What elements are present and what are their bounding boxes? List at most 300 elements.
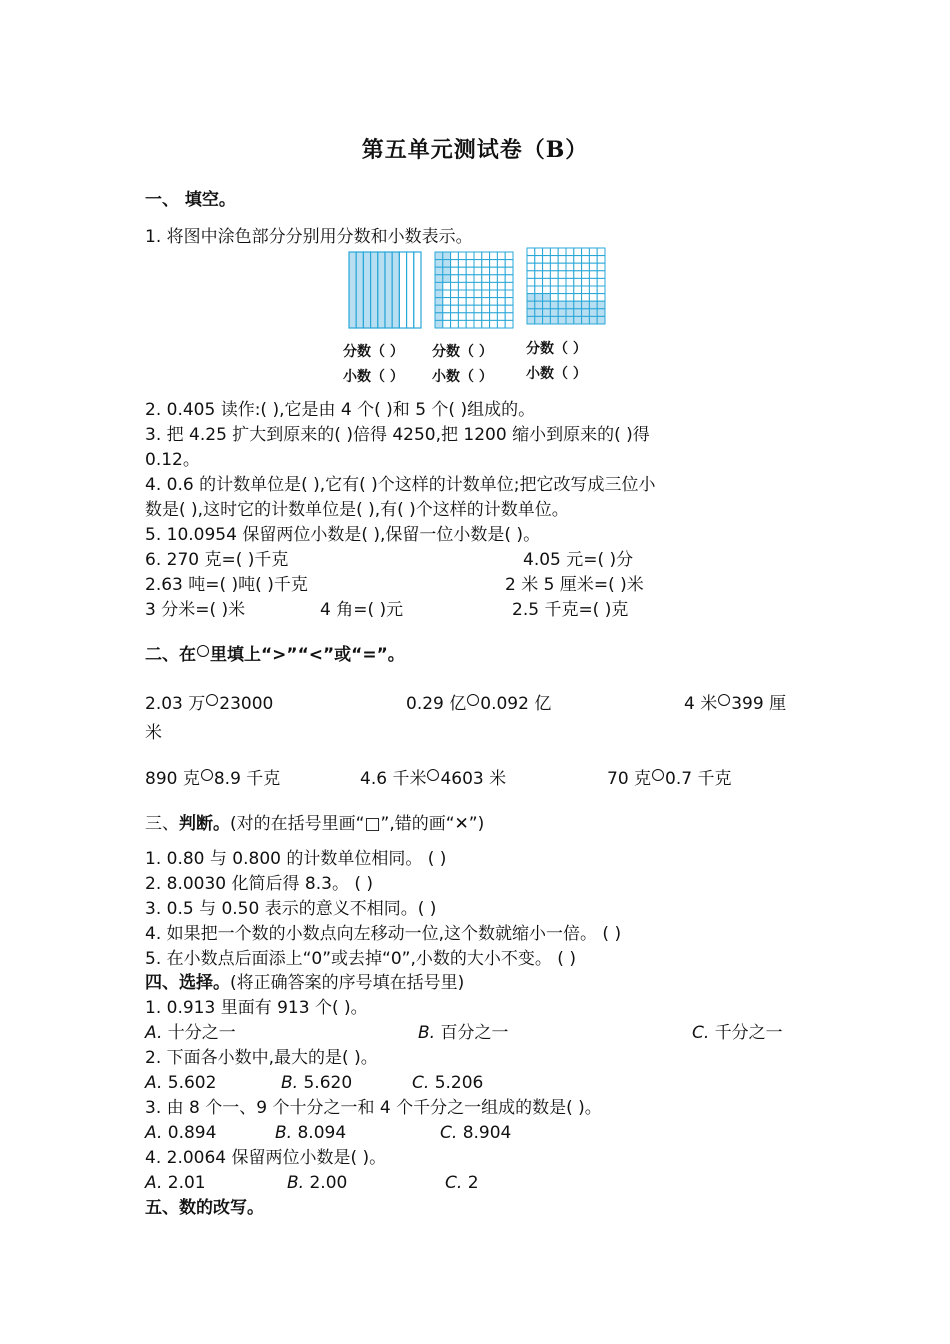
grid-cell — [574, 271, 582, 279]
grid-cell — [597, 301, 605, 309]
grid-cell — [582, 271, 590, 279]
grid-cell — [589, 301, 597, 309]
grid-cell — [597, 278, 605, 286]
option-letter: B. — [287, 1173, 305, 1193]
option-letter: A. — [145, 1173, 163, 1193]
choice-option — [145, 1121, 216, 1145]
compare-item — [145, 767, 280, 791]
page-title: 第五单元测试卷（B） — [361, 137, 589, 163]
grid-cell — [566, 256, 574, 264]
option-text: 8.094 — [297, 1123, 347, 1143]
section-2-heading — [145, 643, 405, 667]
section-3-instruction: (对的在括号里画“ — [230, 814, 365, 834]
grid-cell — [490, 282, 498, 290]
q6-item-2: 4.05 元=( )分 — [523, 550, 634, 570]
grid-cell — [535, 294, 543, 302]
grid-cell — [589, 271, 597, 279]
grid-cell — [490, 305, 498, 313]
grid-cell — [490, 275, 498, 283]
grid-cell — [597, 286, 605, 294]
grid-cell — [490, 298, 498, 306]
grid-cell — [566, 316, 574, 324]
grid-cell — [550, 286, 558, 294]
grid-cell — [474, 298, 482, 306]
grid-cell — [535, 256, 543, 264]
grid-cell — [582, 263, 590, 271]
grid-cell — [505, 267, 513, 275]
grid-cell — [527, 309, 535, 317]
choice-option — [287, 1171, 347, 1195]
grid-cell — [443, 267, 451, 275]
grid-cell — [535, 286, 543, 294]
option-letter: C. — [692, 1023, 710, 1043]
grid-cell — [482, 290, 490, 298]
grid-cell — [527, 278, 535, 286]
compare-right: 8.9 千克 — [213, 769, 281, 789]
section-3-title: 判断。 — [179, 814, 230, 834]
section-4-instruction: (将正确答案的序号填在括号里) — [230, 973, 465, 993]
compare-right: 23000 — [219, 694, 274, 714]
grid-cell — [597, 248, 605, 256]
grid-cell — [589, 286, 597, 294]
option-letter: C. — [412, 1073, 430, 1093]
grid-cell — [435, 260, 443, 268]
grid-cell — [482, 267, 490, 275]
choice-option — [412, 1071, 483, 1095]
option-text: 2.01 — [167, 1173, 206, 1193]
grid-cell — [474, 260, 482, 268]
choice-option — [145, 1171, 206, 1195]
choice-option — [145, 1071, 216, 1095]
compare-left: 70 克 — [607, 769, 652, 789]
grid-cell — [574, 309, 582, 317]
grid-cell — [458, 313, 466, 321]
grid-cell — [443, 290, 451, 298]
grid-cell — [550, 309, 558, 317]
grid-cell — [466, 275, 474, 283]
grid-cell — [558, 263, 566, 271]
grid-cell — [597, 263, 605, 271]
choice-option — [445, 1171, 479, 1195]
grid-cell — [490, 260, 498, 268]
grid-cell — [443, 298, 451, 306]
grid-cell — [466, 260, 474, 268]
grid-cell — [458, 320, 466, 328]
grid-cell — [505, 305, 513, 313]
fig1-decimal-label: 小数（ ） — [343, 369, 404, 385]
choice-option — [692, 1021, 783, 1045]
circle-icon — [197, 645, 209, 657]
grid-cell — [527, 316, 535, 324]
grid-cell — [497, 320, 505, 328]
choice-option — [275, 1121, 346, 1145]
judge-item: 4. 如果把一个数的小数点向左移动一位,这个数就缩小一倍。 ( ) — [145, 924, 622, 944]
grid-cell — [435, 298, 443, 306]
grid-cell — [505, 275, 513, 283]
option-text: 0.894 — [167, 1123, 217, 1143]
circle-icon[interactable] — [467, 694, 479, 706]
grid-cell — [490, 267, 498, 275]
circle-icon[interactable] — [652, 769, 664, 781]
compare-right: 4603 米 — [440, 769, 507, 789]
grid-cell — [589, 294, 597, 302]
option-text: 8.904 — [462, 1123, 512, 1143]
grid-cell — [435, 290, 443, 298]
grid-cell — [558, 248, 566, 256]
grid-cell — [527, 263, 535, 271]
grid-cell — [550, 294, 558, 302]
grid-cell — [482, 252, 490, 260]
question-1-5: 5. 10.0954 保留两位小数是( ),保留一位小数是( )。 — [145, 525, 541, 545]
grid-cell — [482, 320, 490, 328]
option-text: 5.620 — [303, 1073, 353, 1093]
grid-cell — [550, 248, 558, 256]
grid-cell — [451, 282, 459, 290]
grid-cell — [550, 301, 558, 309]
choice-question-3: 3. 由 8 个一、9 个十分之一和 4 个千分之一组成的数是( )。 — [145, 1098, 602, 1118]
grid-cell — [543, 263, 551, 271]
grid-cell — [443, 252, 451, 260]
option-text: 5.602 — [167, 1073, 217, 1093]
grid-cell — [597, 294, 605, 302]
grid-cell — [550, 256, 558, 264]
grid-cell — [527, 301, 535, 309]
grid-cell — [558, 286, 566, 294]
grid-cell — [543, 271, 551, 279]
grid-cell — [497, 267, 505, 275]
grid-cell — [535, 271, 543, 279]
question-1-3a: 3. 把 4.25 扩大到原来的( )倍得 4250,把 1200 缩小到原来的( )得 — [145, 425, 650, 445]
option-text: 十分之一 — [167, 1023, 236, 1043]
fig1-fraction-label: 分数（ ） — [343, 344, 404, 360]
circle-icon[interactable] — [206, 694, 218, 706]
grid-cell — [543, 309, 551, 317]
grid-cell — [566, 309, 574, 317]
compare-wrap-unit: 米 — [145, 723, 162, 743]
grid-cell — [435, 320, 443, 328]
grid-cell — [527, 286, 535, 294]
grid-cell — [558, 278, 566, 286]
question-1-3b: 0.12。 — [145, 450, 200, 470]
compare-item — [607, 767, 732, 791]
grid-strip — [392, 252, 399, 328]
section-3-heading — [145, 812, 484, 836]
choice-option — [418, 1021, 508, 1045]
grid-cell — [482, 275, 490, 283]
compare-left: 4 米 — [684, 694, 718, 714]
grid-cell — [435, 313, 443, 321]
grid-strip — [399, 252, 406, 328]
compare-left: 0.29 亿 — [406, 694, 467, 714]
compare-right: 0.7 千克 — [665, 769, 732, 789]
grid-cell — [535, 263, 543, 271]
grid-cell — [505, 320, 513, 328]
grid-cell — [443, 282, 451, 290]
option-text: 百分之一 — [440, 1023, 509, 1043]
grid-strip — [407, 252, 414, 328]
grid-cell — [543, 294, 551, 302]
compare-left: 4.6 千米 — [360, 769, 427, 789]
grid-cell — [558, 301, 566, 309]
section-2-heading-post: 里填上“>”“<”或“=”。 — [210, 645, 405, 665]
q6-item-5: 3 分米=( )米 — [145, 600, 246, 620]
judge-item: 1. 0.80 与 0.800 的计数单位相同。 ( ) — [145, 849, 447, 869]
section-3-instruction-mid: ”,错的画“ — [380, 814, 455, 834]
section-4-title: 四、选择。 — [145, 973, 230, 993]
grid-cell — [458, 305, 466, 313]
grid-cell — [527, 271, 535, 279]
grid-cell — [543, 256, 551, 264]
compare-left: 890 克 — [145, 769, 200, 789]
grid-cell — [574, 316, 582, 324]
grid-cell — [505, 298, 513, 306]
grid-cell — [466, 305, 474, 313]
grid-cell — [566, 294, 574, 302]
grid-cell — [558, 256, 566, 264]
grid-cell — [527, 294, 535, 302]
grid-cell — [543, 248, 551, 256]
grid-cell — [574, 294, 582, 302]
question-1-4b: 数是( ),这时它的计数单位是( ),有( )个这样的计数单位。 — [145, 500, 569, 520]
option-letter: A. — [145, 1023, 163, 1043]
grid-cell — [527, 248, 535, 256]
grid-cell — [558, 294, 566, 302]
grid-cell — [474, 290, 482, 298]
grid-cell — [566, 286, 574, 294]
grid-cell — [589, 256, 597, 264]
section-4-heading — [145, 971, 464, 995]
grid-cell — [451, 298, 459, 306]
grid-cell — [582, 294, 590, 302]
option-letter: B. — [275, 1123, 293, 1143]
grid-cell — [451, 275, 459, 283]
grid-cell — [451, 313, 459, 321]
grid-cell — [535, 248, 543, 256]
grid-cell — [535, 316, 543, 324]
grid-strip — [385, 252, 392, 328]
grid-cell — [535, 278, 543, 286]
grid-strip — [414, 252, 421, 328]
grid-cell — [574, 248, 582, 256]
grid-cell — [543, 316, 551, 324]
grid-cell — [497, 275, 505, 283]
grid-cell — [497, 313, 505, 321]
option-letter: C. — [440, 1123, 458, 1143]
grid-cell — [490, 313, 498, 321]
grid-cell — [582, 301, 590, 309]
option-text: 2 — [467, 1173, 479, 1193]
grid-cell — [582, 286, 590, 294]
grid-cell — [466, 252, 474, 260]
grid-cell — [566, 263, 574, 271]
section-1-heading: 一、 填空。 — [145, 190, 236, 210]
grid-cell — [550, 263, 558, 271]
judge-item: 2. 8.0030 化简后得 8.3。 ( ) — [145, 874, 374, 894]
q6-item-7: 2.5 千克=( )克 — [512, 600, 629, 620]
grid-cell — [558, 309, 566, 317]
grid-cell — [574, 278, 582, 286]
grid-cell — [466, 298, 474, 306]
grid-cell — [458, 260, 466, 268]
grid-cell — [597, 256, 605, 264]
section-5-heading: 五、数的改写。 — [145, 1198, 264, 1218]
grid-cell — [466, 267, 474, 275]
figure-grid-3 — [526, 247, 606, 330]
grid-cell — [589, 309, 597, 317]
compare-item — [145, 692, 273, 716]
compare-item — [684, 692, 786, 716]
q6-item-6: 4 角=( )元 — [320, 600, 404, 620]
compare-left: 2.03 万 — [145, 694, 206, 714]
grid-cell — [582, 316, 590, 324]
option-letter: A. — [145, 1123, 163, 1143]
option-letter: B. — [281, 1073, 299, 1093]
grid-cell — [443, 320, 451, 328]
grid-cell — [574, 256, 582, 264]
grid-cell — [505, 260, 513, 268]
figure-grid-1 — [348, 251, 422, 334]
q6-item-1: 6. 270 克=( )千克 — [145, 550, 289, 570]
grid-cell — [597, 316, 605, 324]
grid-cell — [482, 282, 490, 290]
grid-cell — [543, 301, 551, 309]
grid-cell — [589, 278, 597, 286]
circle-icon[interactable] — [201, 769, 213, 781]
grid-cell — [443, 313, 451, 321]
grid-cell — [497, 252, 505, 260]
grid-cell — [497, 290, 505, 298]
grid-cell — [543, 278, 551, 286]
option-text: 2.00 — [309, 1173, 348, 1193]
grid-cell — [466, 320, 474, 328]
grid-cell — [582, 278, 590, 286]
circle-icon[interactable] — [427, 769, 439, 781]
grid-cell — [466, 313, 474, 321]
grid-strip — [363, 252, 370, 328]
grid-cell — [589, 248, 597, 256]
grid-cell — [466, 282, 474, 290]
grid-cell — [566, 248, 574, 256]
grid-cell — [451, 290, 459, 298]
grid-cell — [474, 267, 482, 275]
grid-cell — [505, 252, 513, 260]
grid-cell — [458, 298, 466, 306]
compare-item — [406, 692, 551, 716]
choice-option — [440, 1121, 511, 1145]
grid-cell — [558, 316, 566, 324]
grid-cell — [582, 256, 590, 264]
grid-cell — [458, 275, 466, 283]
grid-cell — [582, 248, 590, 256]
grid-cell — [582, 309, 590, 317]
grid-cell — [435, 305, 443, 313]
fig3-decimal-label: 小数（ ） — [526, 366, 587, 382]
grid-cell — [435, 275, 443, 283]
grid-cell — [505, 282, 513, 290]
grid-cell — [474, 252, 482, 260]
grid-cell — [597, 309, 605, 317]
fig2-fraction-label: 分数（ ） — [432, 344, 493, 360]
grid-strip — [378, 252, 385, 328]
grid-cell — [566, 271, 574, 279]
grid-cell — [550, 278, 558, 286]
grid-cell — [435, 282, 443, 290]
choice-option — [281, 1071, 352, 1095]
grid-cell — [597, 271, 605, 279]
grid-cell — [451, 305, 459, 313]
grid-cell — [458, 282, 466, 290]
q6-item-3: 2.63 吨=( )吨( )千克 — [145, 575, 308, 595]
grid-cell — [474, 313, 482, 321]
grid-cell — [435, 252, 443, 260]
grid-cell — [574, 301, 582, 309]
grid-cell — [490, 290, 498, 298]
section-2-heading-pre: 二、在 — [145, 645, 196, 665]
fig2-decimal-label: 小数（ ） — [432, 369, 493, 385]
grid-strip — [349, 252, 356, 328]
option-text: 千分之一 — [714, 1023, 783, 1043]
choice-option — [145, 1021, 236, 1045]
judge-item: 5. 在小数点后面添上“0”或去掉“0”,小数的大小不变。 ( ) — [145, 949, 576, 969]
section-3-number: 三、 — [145, 814, 179, 834]
grid-cell — [458, 252, 466, 260]
choice-question-1: 1. 0.913 里面有 913 个( )。 — [145, 998, 368, 1018]
figure-grid-2 — [434, 251, 514, 334]
grid-cell — [443, 305, 451, 313]
grid-cell — [458, 267, 466, 275]
grid-cell — [482, 260, 490, 268]
grid-cell — [550, 271, 558, 279]
grid-cell — [474, 305, 482, 313]
judge-item: 3. 0.5 与 0.50 表示的意义不相同。( ) — [145, 899, 437, 919]
grid-cell — [566, 301, 574, 309]
grid-cell — [482, 305, 490, 313]
grid-cell — [458, 290, 466, 298]
fig3-fraction-label: 分数（ ） — [526, 341, 587, 357]
grid-cell — [497, 260, 505, 268]
question-1-1: 1. 将图中涂色部分分别用分数和小数表示。 — [145, 227, 473, 247]
grid-cell — [574, 286, 582, 294]
grid-cell — [497, 298, 505, 306]
grid-cell — [543, 286, 551, 294]
grid-cell — [566, 278, 574, 286]
grid-cell — [482, 298, 490, 306]
grid-strip — [356, 252, 363, 328]
check-box-icon: □ — [364, 814, 381, 834]
option-text: 5.206 — [434, 1073, 484, 1093]
choice-question-4: 4. 2.0064 保留两位小数是( )。 — [145, 1148, 387, 1168]
grid-cell — [474, 275, 482, 283]
option-letter: A. — [145, 1073, 163, 1093]
circle-icon[interactable] — [718, 694, 730, 706]
grid-cell — [505, 290, 513, 298]
grid-cell — [490, 252, 498, 260]
grid-cell — [451, 252, 459, 260]
question-1-4a: 4. 0.6 的计数单位是( ),它有( )个这样的计数单位;把它改写成三位小 — [145, 475, 656, 495]
grid-cell — [535, 301, 543, 309]
grid-cell — [482, 313, 490, 321]
grid-cell — [443, 260, 451, 268]
grid-cell — [497, 305, 505, 313]
grid-cell — [451, 320, 459, 328]
grid-cell — [466, 290, 474, 298]
compare-right: 399 厘 — [731, 694, 787, 714]
grid-cell — [589, 316, 597, 324]
grid-cell — [443, 275, 451, 283]
compare-item — [360, 767, 506, 791]
grid-cell — [435, 267, 443, 275]
grid-cell — [574, 263, 582, 271]
